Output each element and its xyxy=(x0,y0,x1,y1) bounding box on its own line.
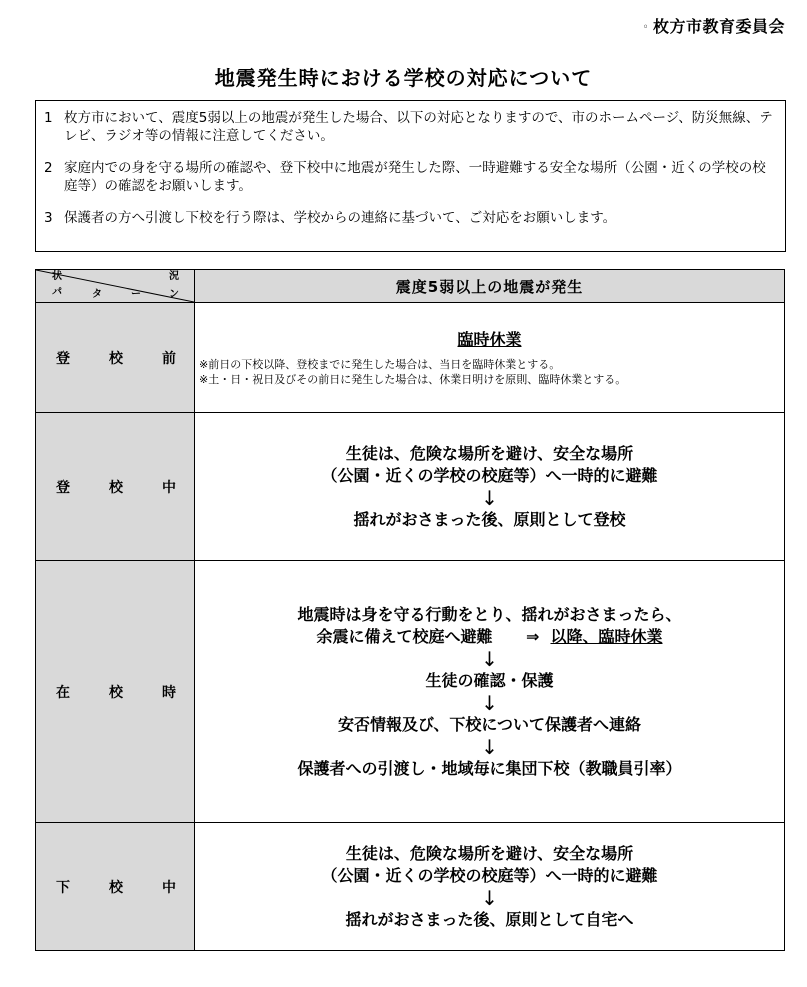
header-status-char: 況 xyxy=(169,271,179,282)
outcome-line: 揺れがおさまった後、原則として自宅へ xyxy=(345,909,634,929)
evacuate-place-line: （公園・近くの学校の校庭等）へ一時的に避難 xyxy=(321,465,658,485)
notice-number: 3 xyxy=(44,210,53,226)
notice-text: 家庭内での身を守る場所の確認や、登下校中に地震が発生した際、一時避難する安全な場所（公園・近くの学校の校庭等）の確認をお願いします。 xyxy=(64,160,766,194)
down-arrow-icon: ↓ xyxy=(481,646,498,671)
table-header-row xyxy=(36,270,785,303)
row-response-commuting-to-school xyxy=(195,413,785,561)
evacuate-line: 生徒は、危険な場所を避け、安全な場所 xyxy=(345,443,634,463)
header-pattern-cell xyxy=(36,270,195,303)
note-line: ※前日の下校以降、登校までに発生した場合は、当日を臨時休業とする。 xyxy=(199,357,561,371)
header-status-char: 状 xyxy=(52,271,62,282)
header-condition: 震度5弱以上の地震が発生 xyxy=(195,270,785,303)
table-row xyxy=(36,413,785,561)
row-label-before-school: 登 校 前 xyxy=(36,303,195,413)
note-line: ※土・日・祝日及びその前日に発生した場合は、休業日明けを原則、臨時休業とする。 xyxy=(199,372,627,386)
page-title: 地震発生時における学校の対応について xyxy=(214,66,593,90)
outcome-line: 揺れがおさまった後、原則として登校 xyxy=(353,509,626,529)
implies-arrow-icon: ⇒ xyxy=(525,626,540,646)
schoolyard-line: 余震に備えて校庭へ避難 ⇒ 以降、臨時休業 xyxy=(316,626,663,646)
down-arrow-icon: ↓ xyxy=(481,734,498,759)
row-label-commuting-to-school: 登 校 中 xyxy=(36,413,195,561)
notice-item xyxy=(44,209,777,227)
notice-item xyxy=(44,159,777,195)
header-pattern-char: タ xyxy=(92,289,102,300)
header-pattern-char: ン xyxy=(169,289,179,300)
notice-item xyxy=(44,109,777,145)
down-arrow-icon: ↓ xyxy=(481,690,498,715)
protect-line: 地震時は身を守る行動をとり、揺れがおさまったら、 xyxy=(297,604,682,624)
notice-box xyxy=(35,100,786,252)
down-arrow-icon: ↓ xyxy=(481,485,498,510)
step-confirm-students: 生徒の確認・保護 xyxy=(425,670,554,690)
notice-text: 保護者の方へ引渡し下校を行う際は、学校からの連絡に基づいて、ご対応をお願いします。 xyxy=(64,210,617,226)
header-pattern-char: パ xyxy=(52,287,62,298)
row-label-at-school: 在 校 時 xyxy=(36,561,195,823)
row-response-before-school xyxy=(195,303,785,413)
notice-number: 2 xyxy=(44,160,53,176)
notice-text: 枚方市において、震度5弱以上の地震が発生した場合、以下の対応となりますので、市のホームページ、防災無線、テレビ、ラジオ等の情報に注意してください。 xyxy=(64,110,773,144)
temporary-closure-after: 以降、臨時休業 xyxy=(550,626,663,646)
evacuate-place-line: （公園・近くの学校の校庭等）へ一時的に避難 xyxy=(321,865,658,885)
table-row xyxy=(36,561,785,823)
row-label-going-home: 下 校 中 xyxy=(36,823,195,951)
table-row xyxy=(36,823,785,951)
temporary-closure-heading: 臨時休業 xyxy=(457,329,522,349)
bullet-icon: ◦ xyxy=(642,22,649,33)
header-pattern-char: ー xyxy=(131,289,141,300)
issuer xyxy=(643,14,785,37)
evacuate-line: 生徒は、危険な場所を避け、安全な場所 xyxy=(345,843,634,863)
notice-number: 1 xyxy=(44,110,53,126)
issuer-name: 枚方市教育委員会 xyxy=(652,17,785,36)
down-arrow-icon: ↓ xyxy=(481,885,498,910)
step-contact-guardians: 安否情報及び、下校について保護者へ連絡 xyxy=(337,714,642,734)
table-row xyxy=(36,303,785,413)
row-response-at-school xyxy=(195,561,785,823)
response-table xyxy=(35,269,785,951)
row-response-going-home xyxy=(195,823,785,951)
step-group-dismissal: 保護者への引渡し・地域毎に集団下校（教職員引率） xyxy=(297,758,682,778)
